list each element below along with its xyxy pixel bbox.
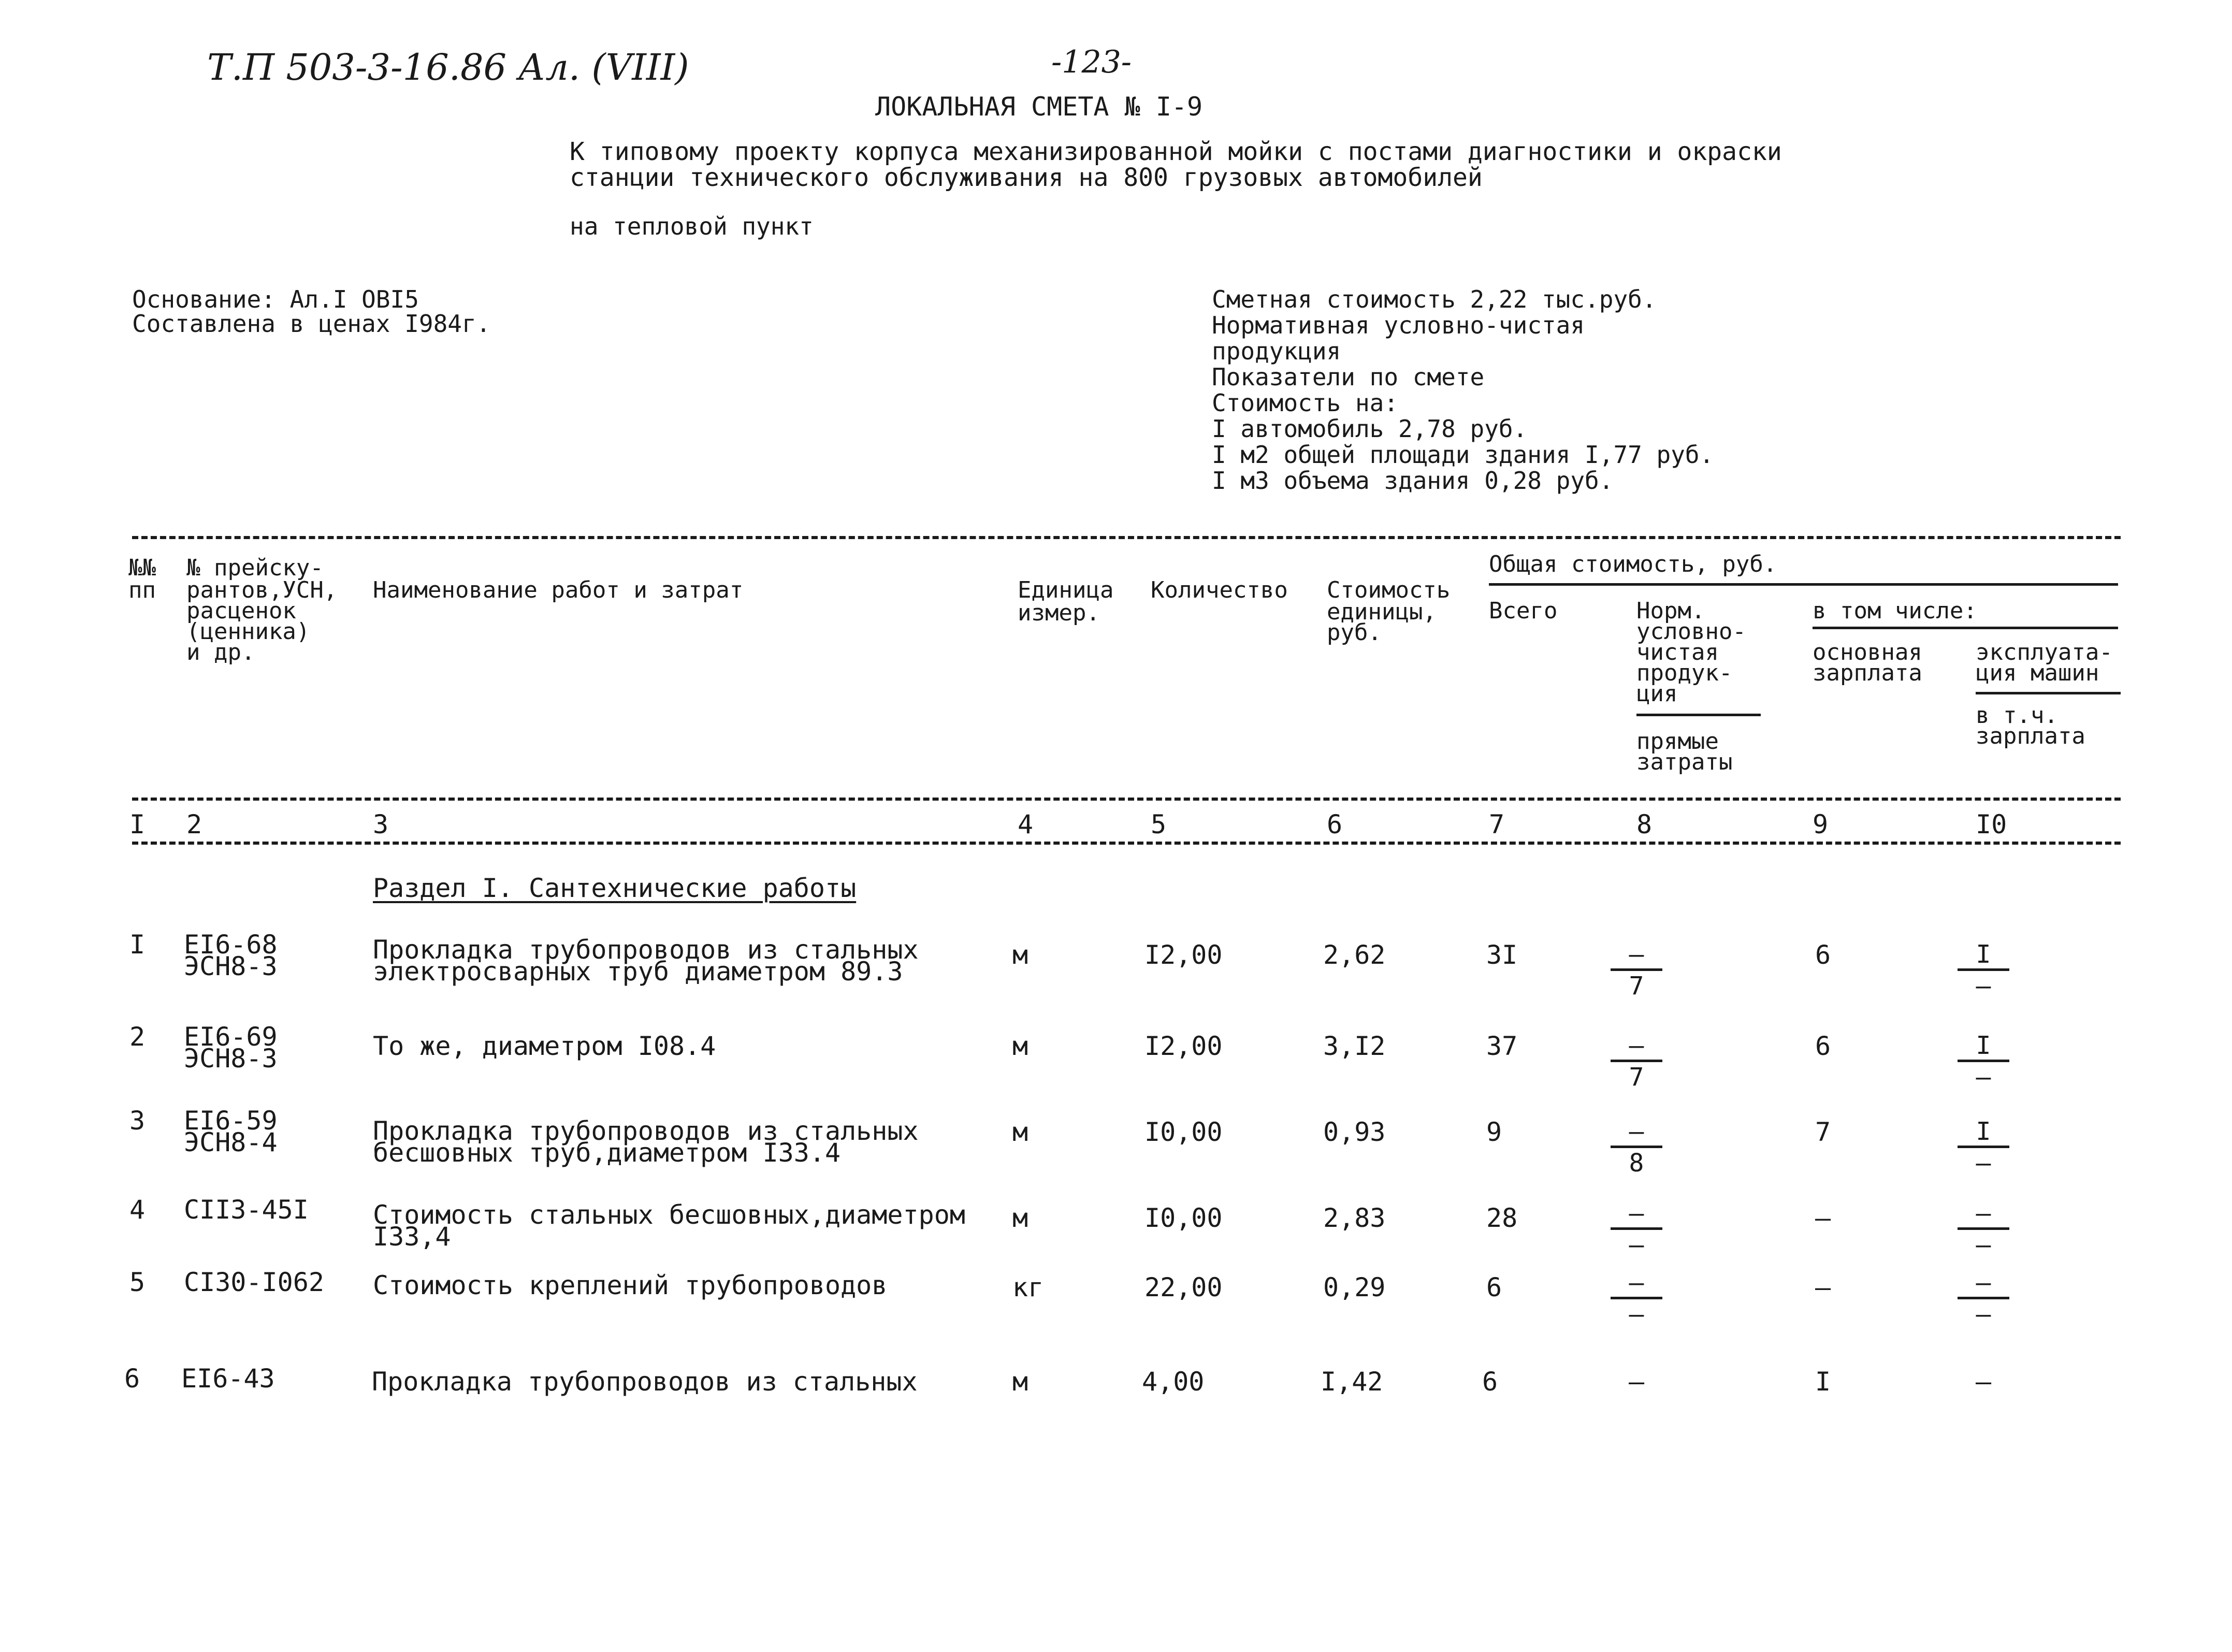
- row-norm-fraction: [1611, 1033, 1662, 1090]
- row-code: СII3-45I: [184, 1195, 309, 1225]
- summary-norm-1: Нормативная условно-чистая: [1212, 311, 1585, 339]
- fraction-bottom: –: [1976, 1230, 1991, 1259]
- h-c8-l1: Норм.: [1636, 598, 1705, 624]
- table-top-rule: [132, 536, 2121, 539]
- fraction-top: –: [1976, 1199, 1991, 1228]
- row-machine-fraction: [1958, 1270, 2009, 1327]
- fraction-bottom: 7: [1629, 972, 1644, 1001]
- subtitle-line-2: станции технического обслуживания на 800 грузовых автомобилей: [570, 163, 1483, 192]
- row-norm-fraction: [1611, 1200, 1662, 1258]
- fraction-bottom: 7: [1629, 1063, 1644, 1092]
- row-unit: м: [1012, 1117, 1028, 1147]
- row-quantity: 4,00: [1142, 1367, 1205, 1397]
- estimate-object: на тепловой пункт: [570, 212, 814, 240]
- col-number: 5: [1151, 809, 1167, 839]
- fraction-bottom: –: [1629, 1300, 1644, 1329]
- row-unit: м: [1012, 1367, 1028, 1397]
- row-norm: –: [1629, 1367, 1645, 1397]
- h-c10-l1: эксплуата-: [1976, 639, 2113, 665]
- row-unit: м: [1012, 1203, 1028, 1233]
- h-c2-l4: (ценника): [186, 618, 310, 645]
- row-code-2: ЭСН8-4: [184, 1127, 278, 1157]
- row-unit-price: I,42: [1321, 1367, 1383, 1397]
- fraction-top: I: [1976, 1117, 1991, 1146]
- col-number: 8: [1636, 809, 1653, 839]
- h-c6-l3: руб.: [1327, 619, 1382, 646]
- row-total: 28: [1486, 1203, 1518, 1233]
- row-number: 4: [129, 1195, 146, 1225]
- h-c8-l5: ция: [1636, 680, 1678, 707]
- h-c6-l2: единицы,: [1327, 599, 1437, 625]
- row-machine-fraction: [1958, 941, 2009, 999]
- h-c10-rule: [1976, 692, 2121, 694]
- row-wage: 6: [1815, 1031, 1831, 1061]
- h-c7: Всего: [1489, 598, 1558, 624]
- row-wage: I: [1815, 1367, 1831, 1397]
- row-unit-price: 0,93: [1323, 1117, 1386, 1147]
- row-machine-fraction: [1958, 1033, 2009, 1090]
- row-name-2: электросварных труб диаметром 89.3: [373, 957, 903, 987]
- row-total: 3I: [1486, 940, 1518, 970]
- summary-per-car: I автомобиль 2,78 руб.: [1212, 415, 1528, 443]
- row-number: I: [129, 930, 146, 960]
- h-c1-l1: №№: [128, 555, 156, 581]
- row-total: 37: [1486, 1031, 1518, 1061]
- col-number: 7: [1489, 809, 1505, 839]
- row-name: Стоимость стальных бесшовных,диаметром: [373, 1200, 965, 1230]
- page-number: -123-: [1051, 44, 1132, 80]
- fraction-top: –: [1976, 1268, 1991, 1297]
- row-unit-price: 2,83: [1323, 1203, 1386, 1233]
- row-name: Стоимость креплений трубопроводов: [373, 1270, 888, 1300]
- h-c2-l3: расценок: [186, 598, 296, 624]
- row-code: ЕI6-43: [181, 1364, 275, 1394]
- row-code-2: ЭСН8-3: [184, 1044, 278, 1074]
- row-total: 6: [1486, 1272, 1502, 1302]
- h-incl-rule: [1813, 627, 2118, 629]
- summary-per-m3: I м3 объема здания 0,28 руб.: [1212, 467, 1614, 495]
- h-c4-l1: Единица: [1018, 577, 1114, 603]
- header-bottom-rule: [132, 798, 2121, 801]
- fraction-top: –: [1629, 1031, 1644, 1060]
- basis-line-2: Составлена в ценах I984г.: [132, 310, 491, 338]
- summary-per-m2: I м2 общей площади здания I,77 руб.: [1212, 441, 1714, 469]
- fraction-top: I: [1976, 1031, 1991, 1060]
- column-numbers-rule: [132, 842, 2121, 845]
- summary-indicators: Показатели по смете: [1212, 363, 1485, 391]
- row-code: СI30-I062: [184, 1267, 324, 1297]
- fraction-bottom: 8: [1629, 1149, 1644, 1178]
- row-norm-fraction: [1611, 941, 1662, 999]
- row-code: ЕI6-68: [184, 930, 278, 960]
- fraction-bottom: –: [1976, 972, 1991, 1001]
- fraction-bottom: –: [1976, 1300, 1991, 1329]
- h-c9-l1: основная: [1813, 639, 1922, 665]
- row-number: 2: [129, 1022, 146, 1052]
- h-c8-rule: [1636, 714, 1761, 716]
- fraction-top: –: [1629, 1268, 1644, 1297]
- fraction-top: –: [1629, 940, 1644, 969]
- h-c8-l6: прямые: [1636, 728, 1719, 755]
- row-machine: –: [1976, 1367, 1992, 1397]
- h-c4-l2: измер.: [1018, 600, 1100, 626]
- row-quantity: I2,00: [1144, 1031, 1223, 1061]
- row-norm-fraction: [1611, 1119, 1662, 1176]
- row-norm-fraction: [1611, 1270, 1662, 1327]
- col-number: 9: [1813, 809, 1829, 839]
- h-c5: Количество: [1151, 577, 1288, 603]
- h-c8-l3: чистая: [1636, 639, 1719, 665]
- h-c2-l5: и др.: [186, 639, 255, 665]
- row-quantity: I0,00: [1144, 1203, 1223, 1233]
- h-c10-l2: ция машин: [1976, 660, 2099, 686]
- row-unit-price: 3,I2: [1323, 1031, 1386, 1061]
- row-unit: кг: [1012, 1272, 1044, 1302]
- fraction-top: –: [1629, 1117, 1644, 1146]
- row-unit: м: [1012, 940, 1028, 970]
- fraction-bottom: –: [1976, 1149, 1991, 1178]
- h-group: Общая стоимость, руб.: [1489, 551, 1777, 577]
- row-code-2: ЭСН8-3: [184, 951, 278, 981]
- h-c1-l2: пп: [128, 577, 156, 603]
- col-number: 6: [1327, 809, 1343, 839]
- row-machine-fraction: [1958, 1119, 2009, 1176]
- h-c8-l2: условно-: [1636, 618, 1746, 645]
- h-c10-l3: в т.ч.: [1976, 702, 2058, 729]
- row-number: 6: [124, 1364, 140, 1394]
- row-name-2: I33,4: [373, 1222, 451, 1252]
- col-number: 3: [373, 809, 389, 839]
- h-group-rule: [1489, 583, 2118, 586]
- row-quantity: I0,00: [1144, 1117, 1223, 1147]
- row-name: Прокладка трубопроводов из стальных: [373, 1116, 919, 1146]
- row-number: 3: [129, 1106, 146, 1136]
- row-machine-fraction: [1958, 1200, 2009, 1258]
- col-number: 4: [1018, 809, 1034, 839]
- row-code: ЕI6-69: [184, 1022, 278, 1052]
- row-quantity: I2,00: [1144, 940, 1223, 970]
- row-total: 6: [1482, 1367, 1498, 1397]
- col-number: I: [129, 809, 146, 839]
- fraction-bottom: –: [1976, 1063, 1991, 1092]
- h-c8-l7: затраты: [1636, 749, 1733, 775]
- handwritten-reference: Т.П 503-3-16.86 Ал. (VIII): [207, 46, 689, 89]
- summary-norm-2: продукция: [1212, 337, 1341, 365]
- basis-line-1: Основание: Ал.I ОВI5: [132, 285, 419, 313]
- h-c3: Наименование работ и затрат: [373, 577, 744, 603]
- h-c6-l1: Стоимость: [1327, 577, 1451, 603]
- row-code: ЕI6-59: [184, 1106, 278, 1136]
- row-name: То же, диаметром I08.4: [373, 1031, 716, 1061]
- row-unit: м: [1012, 1031, 1028, 1061]
- h-c2-l1: № прейску-: [186, 555, 324, 581]
- h-c10-l4: зарплата: [1976, 723, 2085, 749]
- row-wage: –: [1815, 1203, 1831, 1233]
- subtitle-line-1: К типовому проекту корпуса механизированной мойки с постами диагностики и окраски: [570, 137, 1782, 166]
- row-wage: –: [1815, 1272, 1831, 1302]
- row-unit-price: 2,62: [1323, 940, 1386, 970]
- row-wage: 7: [1815, 1117, 1831, 1147]
- summary-cost: Сметная стоимость 2,22 тыс.руб.: [1212, 285, 1657, 313]
- h-c8-l4: продук-: [1636, 660, 1733, 686]
- row-name-2: бесшовных труб,диаметром I33.4: [373, 1138, 841, 1168]
- col-number: 2: [186, 809, 202, 839]
- row-wage: 6: [1815, 940, 1831, 970]
- fraction-bottom: –: [1629, 1230, 1644, 1259]
- row-number: 5: [129, 1267, 146, 1297]
- section-title: Раздел I. Сантехнические работы: [373, 873, 857, 903]
- row-unit-price: 0,29: [1323, 1272, 1386, 1302]
- row-name: Прокладка трубопроводов из стальных: [372, 1367, 918, 1397]
- row-total: 9: [1486, 1117, 1502, 1147]
- col-number: I0: [1976, 809, 2007, 839]
- fraction-top: –: [1629, 1199, 1644, 1228]
- h-incl: в том числе:: [1813, 598, 1977, 624]
- summary-cost-per: Стоимость на:: [1212, 389, 1399, 417]
- fraction-top: I: [1976, 940, 1991, 969]
- row-name: Прокладка трубопроводов из стальных: [373, 935, 919, 965]
- row-quantity: 22,00: [1144, 1272, 1223, 1302]
- h-c9-l2: зарплата: [1813, 660, 1922, 686]
- h-c2-l2: рантов,УСН,: [186, 577, 338, 603]
- document-title: ЛОКАЛЬНАЯ СМЕТА № I-9: [875, 92, 1203, 122]
